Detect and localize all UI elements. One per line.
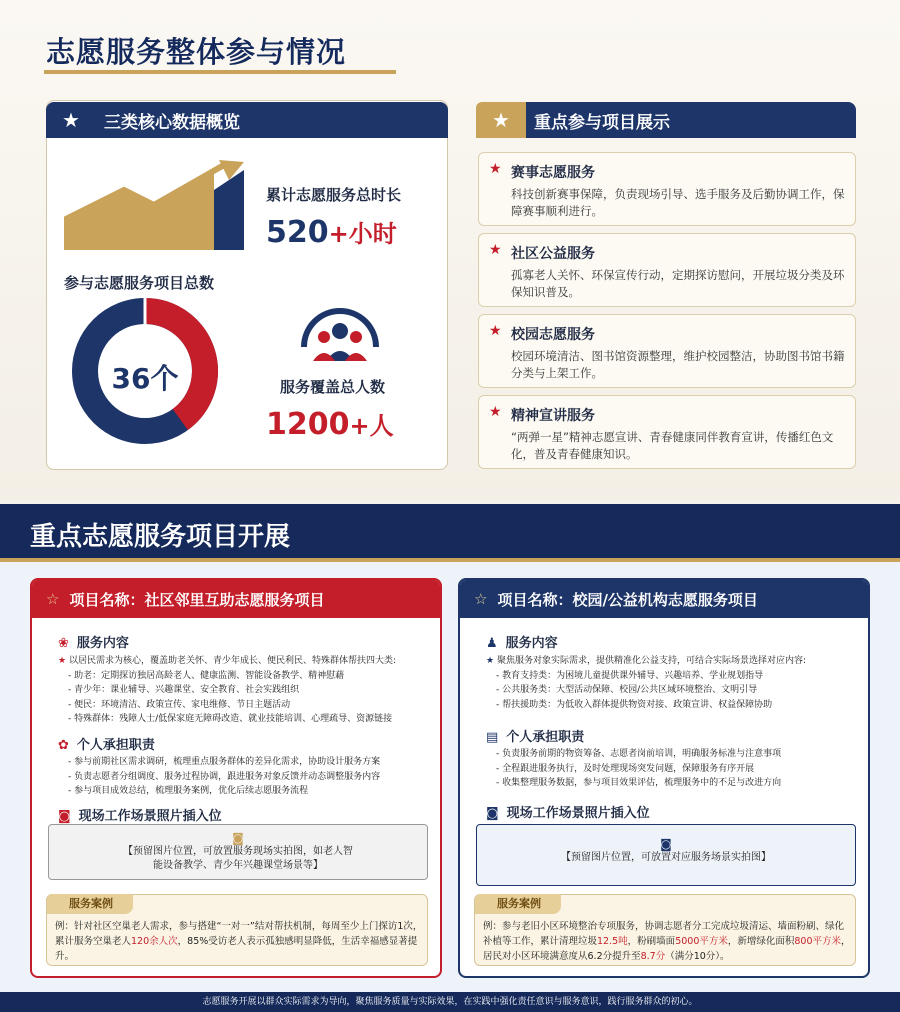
content-item: - 特殊群体：残障人士/低保家庭无障碍改造、就业技能培训、心理疏导、资源链接 bbox=[68, 714, 393, 724]
featured-title: 赛事志愿服务 bbox=[511, 165, 595, 181]
content-title bbox=[58, 632, 129, 651]
duty-item: - 负责服务前期的物资筹备、志愿者岗前培训，明确服务标准与注意事项 bbox=[496, 749, 782, 759]
content-title-text: 服务内容 bbox=[76, 636, 129, 651]
content-title bbox=[486, 632, 558, 651]
camera-icon: ◙ bbox=[58, 809, 71, 824]
hours-value: 520 bbox=[266, 215, 329, 250]
content-item: - 助老：定期探访独居高龄老人、健康监测、智能设备教学、精神慰藉 bbox=[68, 670, 345, 681]
photo-title bbox=[58, 805, 222, 824]
duty-title bbox=[486, 726, 584, 745]
content-intro: 聚焦服务对象实际需求，提供精准化公益支持，可结合实际场景选择对应内容: bbox=[496, 656, 806, 666]
footer: 志愿服务开展以群众实际需求为导向，聚焦服务质量与实际效果，在实践中强化责任意识与服务意识，践行服务群众的初心。 bbox=[0, 992, 900, 1012]
star-icon: ★ bbox=[489, 323, 502, 339]
duty-text bbox=[58, 755, 433, 799]
content-intro: 以居民需求为核心，覆盖助老关怀、青少年成长、便民利民、特殊群体帮扶四大类: bbox=[68, 656, 396, 666]
featured-title: 精神宣讲服务 bbox=[511, 408, 595, 424]
project-card-community bbox=[30, 578, 442, 978]
people-label: 服务覆盖总人数 bbox=[280, 378, 386, 396]
title-underline bbox=[44, 70, 396, 74]
case-title: 服务案例 bbox=[47, 894, 133, 914]
duty-item: - 参与前期社区需求调研，梳理重点服务群体的差异化需求，协助设计服务方案 bbox=[68, 757, 381, 767]
featured-desc: 科技创新赛事保障，负责现场引导、选手服务及后勤协调工作，保障赛事顺利进行。 bbox=[511, 187, 845, 218]
photo-title-text: 现场工作场景照片插入位 bbox=[506, 806, 650, 821]
band-title: 重点志愿服务项目开展 bbox=[30, 522, 291, 552]
photo-text: 【预留图片位置，可放置对应服务场景实拍图】 bbox=[561, 852, 771, 863]
duty-title bbox=[58, 734, 155, 753]
case-box bbox=[46, 894, 428, 966]
star-outline-icon: ☆ bbox=[474, 590, 488, 608]
case-text: 例：针对社区空巢老人需求，参与搭建“一对一”结对帮扶机制，每周至少上门探访1次，累计服务空巢老人120余人次，85%受访老人表示孤独感明显降低，生活幸福感显著提升。 bbox=[55, 921, 423, 962]
project-header bbox=[460, 580, 868, 618]
content-item: - 教育支持类：为困境儿童提供课外辅导、兴趣培养、学业规划指导 bbox=[496, 670, 764, 681]
camera-icon: ◙ bbox=[232, 831, 244, 845]
featured-title: 校园志愿服务 bbox=[511, 327, 595, 343]
projects-label: 参与志愿服务项目总数 bbox=[64, 274, 215, 292]
duty-item: - 参与项目成效总结，梳理服务案例，优化后续志愿服务流程 bbox=[68, 786, 309, 796]
star-icon: ★ bbox=[489, 242, 502, 258]
duty-title-text: 个人承担职责 bbox=[76, 738, 155, 753]
featured-card bbox=[478, 152, 856, 226]
star-icon: ★ bbox=[58, 656, 69, 666]
content-item: - 帮扶援助类：为低收入群体提供物资对接、政策宣讲、权益保障协助 bbox=[496, 699, 773, 710]
hours-unit: +小时 bbox=[328, 220, 397, 248]
featured-desc: “两弹一星”精神志愿宣讲、青春健康同伴教育宣讲，传播红色文化，普及青春健康知识。 bbox=[511, 430, 834, 461]
featured-card bbox=[478, 233, 856, 307]
hours-stat bbox=[266, 214, 397, 250]
content-text bbox=[58, 654, 433, 727]
photo-placeholder bbox=[476, 824, 856, 886]
star-icon: ★ bbox=[476, 102, 526, 138]
star-icon: ★ bbox=[486, 656, 497, 666]
case-title: 服务案例 bbox=[475, 894, 561, 914]
photo-title bbox=[486, 802, 650, 821]
case-text: 例：参与老旧小区环境整治专项服务，协调志愿者分工完成垃圾清运、墙面粉刷、绿化补植等工作，累计清理垃圾12.5吨，粉刷墙面5000平方米，新增绿化面积800平方米，居民对小区环境满意度从6.2分提升至8.7分（满分10分）。 bbox=[483, 921, 851, 962]
handshake-icon: ❀ bbox=[58, 636, 69, 651]
photo-text: 【预留图片位置，可放置服务现场实拍图，如老人智能设备教学、青少年兴趣课堂场景等】 bbox=[123, 846, 353, 871]
star-outline-icon: ☆ bbox=[46, 590, 60, 608]
duty-text bbox=[486, 747, 861, 791]
project-name: 项目名称：社区邻里互助志愿服务项目 bbox=[69, 590, 325, 609]
duty-item: - 收集整理服务数据，参与项目效果评估，梳理服务中的不足与改进方向 bbox=[496, 778, 782, 788]
photo-title-text: 现场工作场景照片插入位 bbox=[78, 809, 222, 824]
gear-icon: ✿ bbox=[58, 738, 69, 753]
duty-title-text: 个人承担职责 bbox=[506, 730, 585, 745]
people-value: 1200 bbox=[266, 407, 350, 442]
duty-item: - 全程跟进服务执行，及时处理现场突发问题，保障服务有序开展 bbox=[496, 763, 755, 774]
case-box bbox=[474, 894, 856, 966]
clipboard-icon: ▤ bbox=[486, 730, 499, 745]
featured-desc: 校园环境清洁、图书馆资源整理，维护校园整洁，协助图书馆书籍分类与上架工作。 bbox=[511, 349, 845, 380]
star-icon: ★ bbox=[489, 404, 502, 420]
photo-placeholder bbox=[48, 824, 428, 880]
featured-header-label: 重点参与项目展示 bbox=[534, 112, 670, 133]
camera-icon: ◙ bbox=[660, 837, 672, 851]
project-card-campus bbox=[458, 578, 870, 978]
overview-header-label: 三类核心数据概览 bbox=[104, 112, 240, 133]
hours-label: 累计志愿服务总时长 bbox=[266, 186, 402, 204]
person-icon: ♟ bbox=[486, 636, 498, 651]
duty-item: - 负责志愿者分组调度、服务过程协调，跟进服务对象反馈并动态调整服务内容 bbox=[68, 771, 381, 782]
camera-icon: ◙ bbox=[486, 806, 499, 821]
projects-value: 36个 bbox=[111, 362, 179, 395]
featured-title: 社区公益服务 bbox=[511, 246, 595, 262]
content-text bbox=[486, 654, 861, 712]
project-name: 项目名称：校园/公益机构志愿服务项目 bbox=[497, 590, 758, 609]
growth-chart-icon bbox=[64, 160, 254, 250]
content-item: - 青少年：课业辅导、兴趣课堂、安全教育、社会实践组织 bbox=[68, 685, 300, 695]
content-item: - 便民：环境清洁、政策宣传、家电维修、节日主题活动 bbox=[68, 699, 291, 710]
people-stat bbox=[266, 406, 394, 442]
featured-header bbox=[476, 102, 856, 138]
star-icon: ★ bbox=[489, 161, 502, 177]
featured-card bbox=[478, 395, 856, 469]
project-header bbox=[32, 580, 440, 618]
content-item: - 公共服务类：大型活动保障、校园/公共区域环境整治、文明引导 bbox=[496, 685, 758, 695]
featured-desc: 孤寡老人关怀、环保宣传行动，定期探访慰问，开展垃圾分类及环保知识普及。 bbox=[511, 268, 845, 299]
page-title: 志愿服务整体参与情况 bbox=[46, 35, 347, 69]
star-icon: ★ bbox=[62, 108, 80, 132]
featured-card bbox=[478, 314, 856, 388]
people-unit: +人 bbox=[349, 412, 394, 440]
section-band bbox=[0, 504, 900, 562]
people-icon bbox=[300, 305, 380, 365]
overview-header bbox=[46, 102, 448, 138]
content-title-text: 服务内容 bbox=[505, 636, 558, 651]
